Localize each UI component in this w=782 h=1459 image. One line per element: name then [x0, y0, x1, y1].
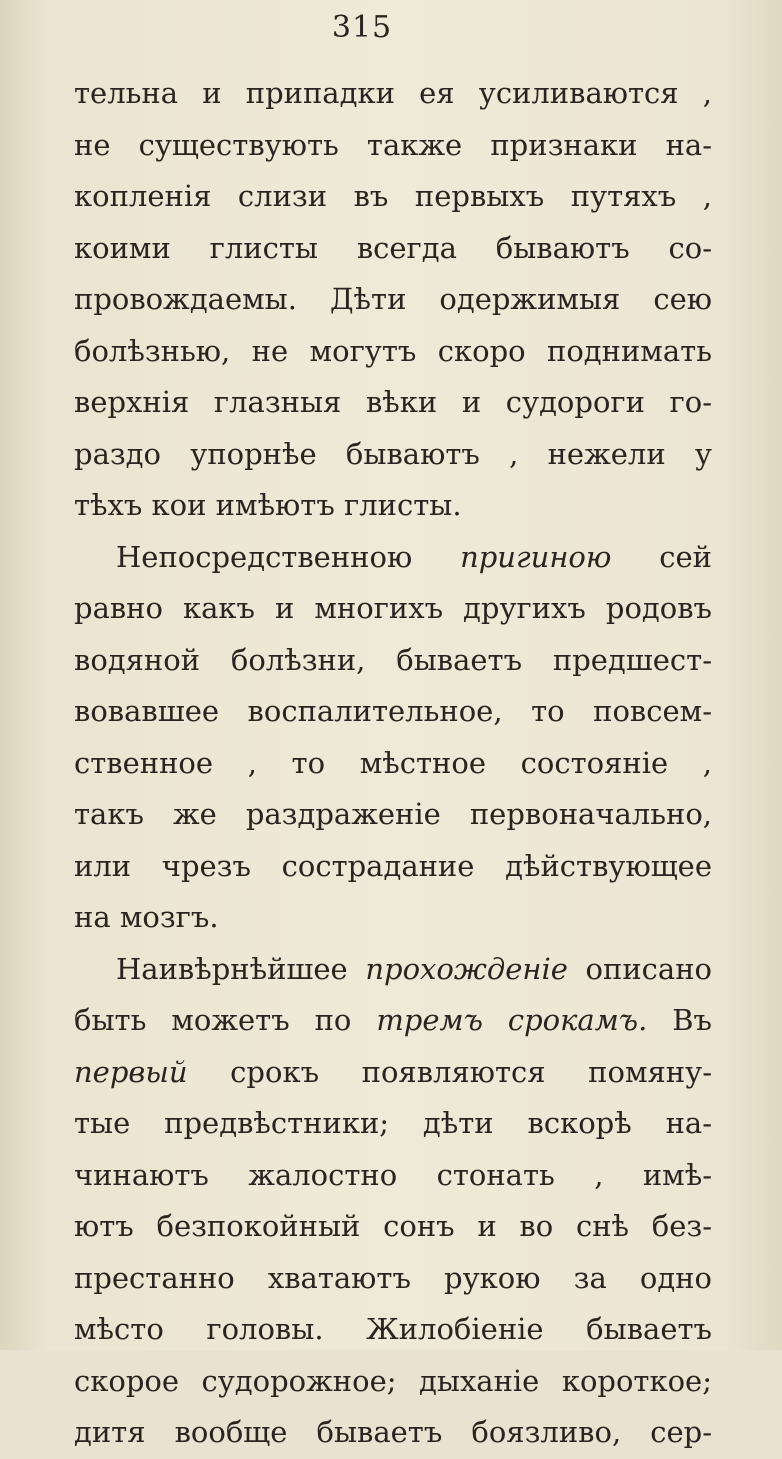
text-segment: Непосредственною	[116, 539, 461, 574]
text-segment: престанно хватаютъ рукою за одно	[74, 1260, 712, 1295]
text-segment: срокъ появляются помяну-	[187, 1054, 712, 1089]
text-segment: Наивѣрнѣйшее	[116, 951, 366, 986]
text-line	[74, 789, 712, 841]
text-line	[74, 1253, 712, 1305]
text-line	[74, 274, 712, 326]
text-segment: равно какъ и многихъ другихъ родовъ	[74, 591, 712, 625]
text-line	[74, 1150, 712, 1202]
text-line	[74, 326, 712, 378]
text-segment: или чрезъ сострадание дѣйствующее	[74, 848, 712, 883]
text-line	[74, 1047, 712, 1099]
text-segment: чинаютъ жалостно стонать , имѣ-	[74, 1157, 712, 1192]
text-line	[74, 892, 712, 944]
text-segment: тѣхъ кои имѣютъ глисты.	[74, 488, 462, 522]
text-line	[74, 377, 712, 429]
text-segment: тельна и припадки ея усиливаются ,	[74, 76, 712, 110]
text-line	[74, 686, 712, 738]
italic-text: пригиною	[460, 539, 612, 574]
text-segment: на мозгъ.	[74, 900, 219, 934]
text-line	[74, 68, 712, 120]
text-segment: быть можетъ по	[74, 1003, 377, 1037]
text-segment: раздо упорнѣе бываютъ , нежели у	[74, 436, 712, 471]
text-segment: вовавшее воспалительное, то повсем-	[74, 694, 712, 728]
text-line	[74, 171, 712, 223]
text-line	[74, 738, 712, 790]
text-line	[74, 635, 712, 687]
text-line	[74, 429, 712, 481]
text-segment: водяной болѣзни, бываетъ предшест-	[74, 642, 712, 677]
text-line	[74, 841, 712, 893]
text-line	[74, 223, 712, 275]
text-line	[74, 1407, 712, 1459]
text-segment: мѣсто головы. Жилобіеніе бываетъ	[74, 1312, 712, 1346]
italic-text: первый	[74, 1054, 188, 1089]
text-line	[74, 480, 712, 532]
text-segment: верхнія глазныя вѣки и судороги го-	[74, 385, 712, 419]
text-segment: болѣзнью, не могутъ скоро поднимать	[74, 333, 712, 368]
text-line	[74, 995, 712, 1047]
text-line	[74, 120, 712, 172]
text-line	[74, 1201, 712, 1253]
text-segment: тые предвѣстники; дѣти вскорѣ на-	[74, 1106, 712, 1140]
text-segment: ютъ безпокойный сонъ и во снѣ без-	[74, 1209, 712, 1243]
text-segment: не существують также признаки на-	[74, 127, 712, 162]
text-segment: сей	[611, 539, 712, 574]
italic-text: тремъ срокамъ.	[376, 1003, 648, 1037]
text-line	[74, 1356, 712, 1408]
text-segment: скорое судорожное; дыханіе короткое;	[74, 1363, 712, 1398]
body-text	[74, 68, 712, 1459]
text-segment: провождаемы. Дѣти одержимыя сею	[74, 282, 712, 316]
text-segment: такъ же раздраженіе первоначально,	[74, 797, 712, 831]
text-segment: коими глисты всегда бываютъ со-	[74, 230, 712, 265]
text-segment: описано	[567, 951, 712, 986]
italic-text: прохожденіе	[365, 951, 568, 986]
text-line	[74, 944, 712, 996]
text-line	[74, 583, 712, 635]
text-segment: дитя вообще бываетъ боязливо, сер-	[74, 1415, 712, 1449]
text-line	[74, 1304, 712, 1356]
text-segment: ственное , то мѣстное состояніе ,	[74, 745, 712, 780]
text-segment: Въ	[647, 1003, 713, 1037]
text-segment: копленія слизи въ первыхъ путяхъ ,	[74, 179, 712, 213]
page-number: 315	[331, 10, 393, 45]
text-line	[74, 1098, 712, 1150]
text-line	[74, 532, 712, 584]
